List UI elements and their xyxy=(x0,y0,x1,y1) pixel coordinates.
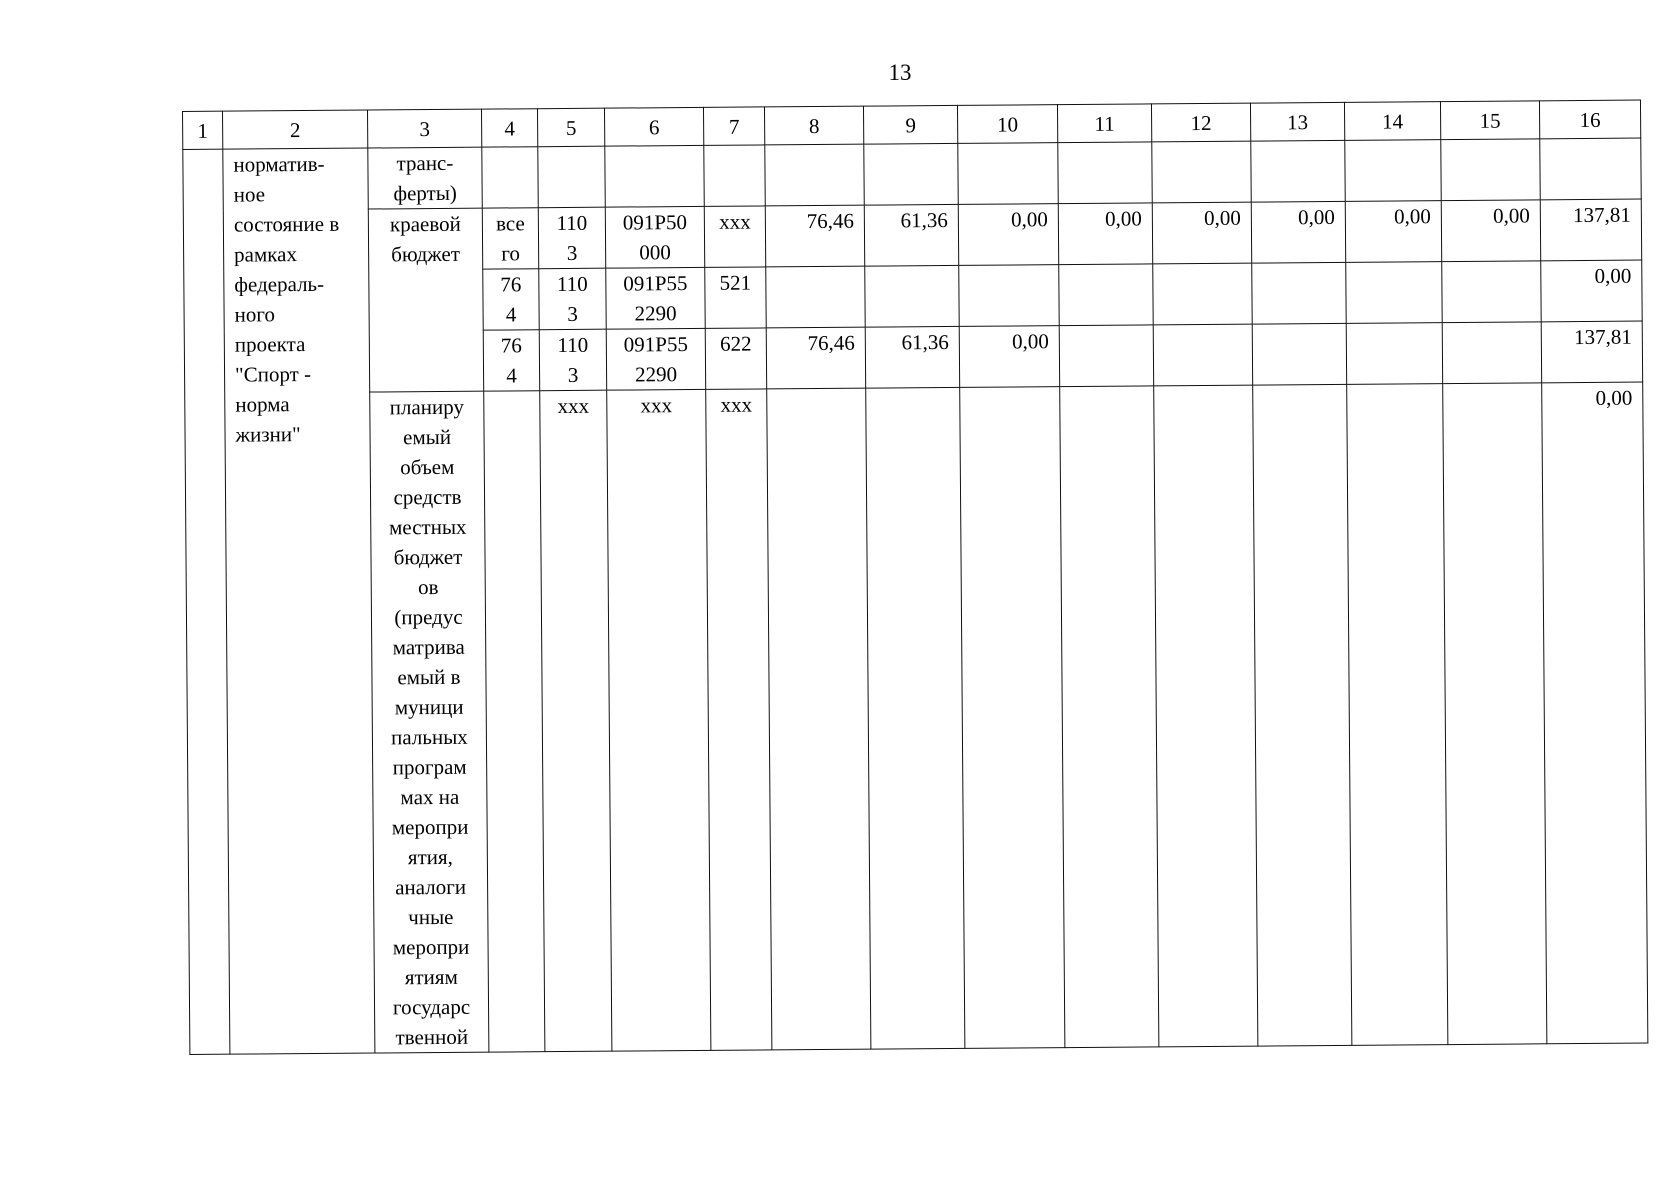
cell-c13: 0,00 xyxy=(1251,201,1345,263)
header-cell: 5 xyxy=(537,108,604,147)
empty-cell xyxy=(1346,262,1442,324)
header-cell: 9 xyxy=(863,105,957,144)
empty-cell xyxy=(1442,261,1541,323)
cell-c10: 0,00 xyxy=(959,326,1059,388)
header-cell: 2 xyxy=(223,110,368,149)
empty-cell xyxy=(704,145,765,206)
empty-cell xyxy=(1345,140,1441,202)
header-cell: 16 xyxy=(1539,100,1640,139)
header-cell: 1 xyxy=(183,111,223,149)
cell-c8: 76,46 xyxy=(766,327,865,389)
empty-cell xyxy=(482,147,538,208)
page-number: 13 xyxy=(888,60,912,85)
transfers-cell: транс- ферты) xyxy=(368,147,482,209)
cell-c7: ххх xyxy=(706,389,772,1050)
empty-cell xyxy=(1251,140,1345,202)
empty-cell xyxy=(484,391,545,1052)
table-row xyxy=(183,199,1641,271)
empty-cell xyxy=(865,265,959,327)
empty-cell xyxy=(1441,139,1540,201)
empty-cell xyxy=(1442,322,1541,384)
empty-cell xyxy=(1153,263,1252,325)
cell-c5: 110 3 xyxy=(538,207,605,269)
empty-cell xyxy=(1347,384,1448,1046)
empty-cell xyxy=(864,143,958,205)
header-cell: 11 xyxy=(1057,104,1151,143)
cell-c7: ххх xyxy=(704,206,765,267)
empty-cell xyxy=(538,146,605,208)
empty-cell xyxy=(1443,383,1547,1045)
cell-c15: 0,00 xyxy=(1441,200,1540,262)
empty-cell xyxy=(1060,386,1159,1048)
header-cell: 10 xyxy=(957,105,1057,144)
cell-c7: 622 xyxy=(705,328,766,389)
empty-cell xyxy=(767,388,871,1050)
cell-c9: 61,36 xyxy=(864,204,958,266)
cell-c5: ххх xyxy=(540,390,612,1052)
table-row xyxy=(183,138,1641,210)
header-cell: 3 xyxy=(367,109,481,148)
empty-cell xyxy=(1253,384,1352,1046)
cell-c7: 521 xyxy=(705,267,766,328)
cell-c16: 137,81 xyxy=(1540,199,1641,261)
cell-c6: ххх xyxy=(607,389,711,1051)
empty-cell xyxy=(1252,262,1346,324)
cell-c6: 091Р50 000 xyxy=(605,206,704,268)
cell-c16: 137,81 xyxy=(1541,321,1642,383)
cell-c16: 0,00 xyxy=(1541,260,1642,322)
empty-cell xyxy=(866,387,965,1049)
empty-cell xyxy=(1346,323,1442,385)
budget-table xyxy=(182,100,1648,1055)
empty-cell xyxy=(1152,141,1251,203)
empty-cell xyxy=(1154,385,1258,1047)
cell-c4: 76 4 xyxy=(483,269,539,330)
header-cell: 13 xyxy=(1250,102,1344,141)
header-cell: 6 xyxy=(604,107,703,146)
cell-c9: 61,36 xyxy=(865,326,959,388)
header-cell: 15 xyxy=(1440,101,1539,140)
cell-c6: 091Р55 2290 xyxy=(606,267,705,329)
empty-cell xyxy=(765,144,864,206)
measure-name-cell: норматив- ное состояние в рамках федераль- ного проекта "Спорт - норма жизни" xyxy=(223,148,375,1054)
empty-cell xyxy=(1252,323,1346,385)
cell-c8: 76,46 xyxy=(765,205,864,267)
col1-cell xyxy=(183,149,230,1054)
empty-cell xyxy=(958,143,1058,205)
cell-c10: 0,00 xyxy=(958,204,1058,266)
header-cell: 8 xyxy=(764,106,863,145)
cell-c16: 0,00 xyxy=(1542,382,1648,1044)
cell-c6: 091Р55 2290 xyxy=(606,328,705,390)
cell-c5: 110 3 xyxy=(539,268,606,330)
cell-c4: 76 4 xyxy=(483,330,539,391)
cell-c5: 110 3 xyxy=(539,329,606,391)
empty-cell xyxy=(1058,142,1152,204)
header-cell: 7 xyxy=(703,107,764,145)
cell-c11: 0,00 xyxy=(1058,203,1152,265)
empty-cell xyxy=(1059,264,1153,326)
header-cell: 12 xyxy=(1151,103,1250,142)
table-row xyxy=(185,382,1648,1054)
regional-budget-label: краевой бюджет xyxy=(368,208,483,392)
header-cell: 4 xyxy=(481,109,537,147)
cell-c4: все го xyxy=(482,208,538,269)
cell-c12: 0,00 xyxy=(1152,202,1251,264)
cell-c14: 0,00 xyxy=(1345,201,1441,263)
local-budget-label: планиру емый объем средств местных бюджет ов (предус матрива емый в муници пальных програм мах на меропри ятия, аналоги чные меропри ятиям государс твенной xyxy=(370,391,489,1053)
empty-cell xyxy=(960,387,1065,1049)
header-cell: 14 xyxy=(1344,102,1440,141)
empty-cell xyxy=(766,266,865,328)
empty-cell xyxy=(1059,325,1153,387)
empty-cell xyxy=(605,145,704,207)
empty-cell xyxy=(959,265,1059,327)
empty-cell xyxy=(1153,324,1252,386)
empty-cell xyxy=(1540,138,1641,200)
